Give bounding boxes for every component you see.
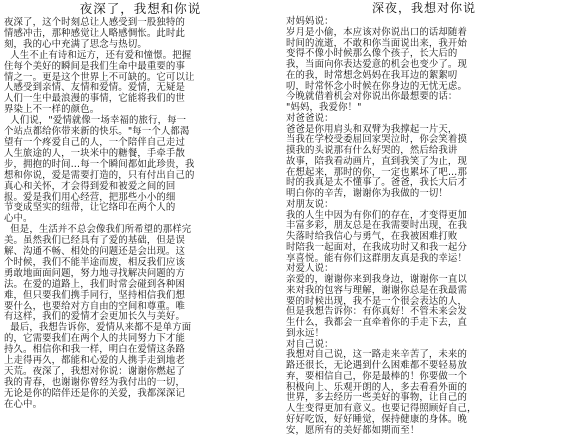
right-document-page — [282, 0, 566, 436]
left-page-body: 夜深了，这个时刻总让人感受到一股独特的 情感冲击，那种感觉让人略感惆怅。此时此 刻，我的心中充满了思念与热切。 人生不止有诗和远方，还有爱和憧憬。把握 住每个美好的瞬间是我们生命中最重要的事 情之一。更是这个世界上不可缺的。它可以让 人感受到亲情、友情和爱情。爱情，无疑是 人们一生中最浪漫的事情，它能将我们的世 界染上不一样的颜色。 人们说，"爱情就像一场幸福的旅行，每一 个站点都给你带来新的快乐。"每一个人都渴 望有一个疼爱自己的人，一个陪伴自己走过 人生旅途的人，一块米中的糖餐，手牵手散 步，拥抱的时间…每一个瞬间都如此珍贵，我 想和你说，爱是需要打造的，只有付出自己的 真心和关怀，才会得到爱和被爱之间的回 报。爱是我们用心经营，把那些小小的细 节变成坚实的纽带，让它络印在两个人的 心中。 但是，生活并不总会像我们所希望的那样完 美。虽然我们已经具有了爱的基础，但是误 解、沟通不畅、相处的问题还是会出现。这 个时候，我们不能半途而废，相反我们应该 勇敢地面面问题，努力地寻找解决问题的方 法。在爱的道路上，我们时常会碰到各种困 难，但只要我们携手同行，坚持相信我们想 要什么，也要给对方自由的空间和尊重。唯 有这样，我们的爱情才会更加长久与美好。 最后，我想告诉你，爱情从来都不是单方面 的，它需要我们在两个人的共同努力下才能 持久。相信你和我一样，明白在爱情这条路 上走得再久，都能和心爱的人携手走到地老 天荒。夜深了，我想对你说：谢谢你燃起了 我的青春，也谢谢你曾经为我付出的一切， 无论是你的陪伴还是你的关爱，我都深深记 在心中。 — [4, 17, 195, 410]
right-page-body: 对妈妈说： 岁月是小偷，本应该对你说出口的话却随着 时间的流逝，不敢和你当面说出来，我开始 变得不像小时候那么像个孩子，长大后的 我，当面向你表达爱意的机会也变少了。现 在的我，时常想念妈妈在我耳边的絮絮叨 叨，时常怀念小时候在你身边的无忧无虑。 今晚就借着机会对你说出你最想要的话： "妈妈，我爱你！" 对爸爸说： 爸爸是你用肩头和双臂为我撑起一片天， 当我在学校受委屈回家哭泣时，你会笑着摸 摸我的头说那有什么好哭的，然后给我讲 故事，陪我看动画片，直到我笑了为止，现 在想起来，那时的你，一定也累坏了吧…那 时的我真是太不懂事了。爸爸，我长大后才 明白你的辛苦，谢谢你为我做的一切！ 对朋友说： 我的人生中因为有你们的存在，才变得更加 丰富多彩，朋友总是在我需要时出现，在我 失落时给我信心与勇气，在我被困难打败 时陪我一起面对，在我成功时又和我一起分 享喜悦。能有你们这群朋友真是我的幸运！ 对爱人说： 亲爱的，谢谢你来到我身边，谢谢你一直以 来对我的包容与理解，谢谢你总是在我最需 要的时候出现，我不是一个很会表达的人， 但是我想告诉你：有你真好！不管未来会发 生什么，我都会一直牵着你的手走下去，直 到永远！ 对自己说： 我想对自己说，这一路走来辛苦了，未来的 路还很长，无论遇到什么困难都不要轻易放 弃，要相信自己，你是最棒的！你要做一个 积极向上、乐观开朗的人，多去看看外面的 世界，多去经历一些美好的事物，让自己的 人生变得更加有意义。也要记得照顾好自己， 好好吃饭，好好睡觉，保持健康的身体。晚 安，愿所有的美好都如期而至！ — [286, 16, 477, 436]
left-page-title: 夜深了，我想和你说 — [79, 1, 202, 16]
left-document-page — [0, 0, 280, 410]
right-page-title: 深夜，我想对你说 — [371, 1, 476, 15]
